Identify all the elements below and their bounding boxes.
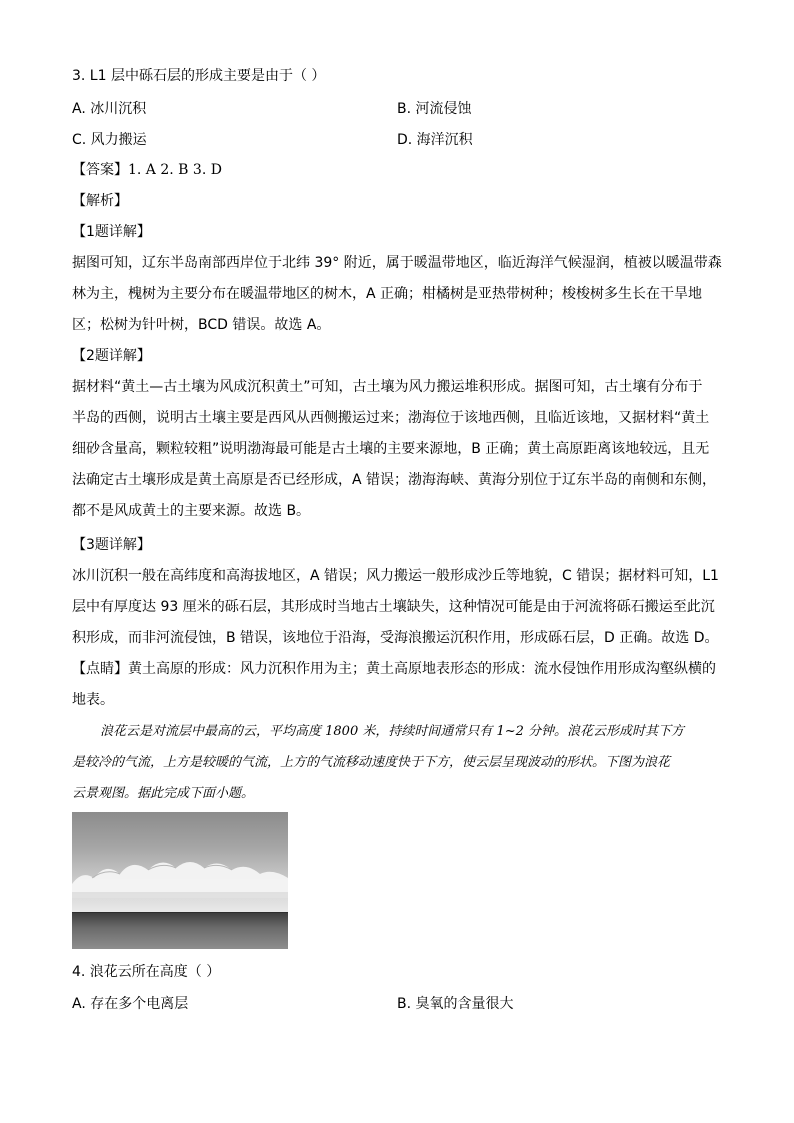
- tip-text-1: 黄土高原的形成：风力沉积作用为主；黄土高原地表形态的形成：流水侵蚀作用形成沟壑纵横的: [128, 661, 716, 677]
- answer-label: 【答案】: [72, 162, 128, 178]
- detail-2-label: 【2题详解】: [72, 348, 151, 364]
- analysis-label: 【解析】: [72, 193, 128, 209]
- material-line-2: 是较冷的气流，上方是较暖的气流，上方的气流移动速度快于下方，使云层呈现波动的形状。下图为浪花: [72, 755, 671, 770]
- wave-cloud-photo: [72, 812, 288, 949]
- material-line-1: 浪花云是对流层中最高的云，平均高度 1800 米，持续时间通常只有 1~2 分钟。浪花云形成时其下方: [100, 724, 685, 739]
- answer-text: 1. A 2. B 3. D: [128, 162, 222, 178]
- tip-line-1: [72, 659, 716, 679]
- detail-2-line-4: 法确定古土壤形成是黄土高原是否已经形成，A 错误；渤海海峡、黄海分别位于辽东半岛的南侧和东侧，: [72, 472, 717, 488]
- tip-label: 【点睛】: [72, 661, 128, 677]
- detail-2-line-5: 都不是风成黄土的主要来源。故选 B。: [72, 503, 311, 519]
- detail-1-line-1: 据图可知，辽东半岛南部西岸位于北纬 39° 附近，属于暖温带地区，临近海洋气候湿润，植被以暖温带森: [72, 255, 722, 271]
- question-3-stem: 3. L1 层中砾石层的形成主要是由于（ ）: [72, 68, 326, 84]
- question-4-stem: 4. 浪花云所在高度（ ）: [72, 964, 221, 980]
- detail-3-line-3: 积形成，而非河流侵蚀，B 错误，该地位于沿海，受海浪搬运沉积作用，形成砾石层，D 正确。故选 D。: [72, 630, 719, 646]
- question-3-option-b: B. 河流侵蚀: [397, 101, 472, 117]
- detail-2-line-2: 半岛的西侧，说明古土壤主要是西风从西侧搬运过来；渤海位于该地西侧，且临近该地，又据材料“黄土: [72, 410, 710, 426]
- detail-3-label: 【3题详解】: [72, 537, 151, 553]
- detail-1-line-2: 林为主，槐树为主要分布在暖温带地区的树木，A 正确；柑橘树是亚热带树种；梭梭树多生长在干旱地: [72, 286, 703, 302]
- question-3-option-a: A. 冰川沉积: [72, 101, 147, 117]
- detail-2-line-3: 细砂含量高，颗粒较粗”说明渤海最可能是古土壤的主要来源地，B 正确；黄土高原距离该地较远，且无: [72, 441, 710, 457]
- detail-1-label: 【1题详解】: [72, 224, 151, 240]
- question-4-option-a: A. 存在多个电离层: [72, 996, 189, 1012]
- question-4-option-b: B. 臭氧的含量很大: [397, 996, 514, 1012]
- detail-1-line-3: 区；松树为针叶树，BCD 错误。故选 A。: [72, 317, 331, 333]
- question-3-option-d: D. 海洋沉积: [397, 132, 473, 148]
- photo-sea: [72, 913, 288, 949]
- question-3-option-c: C. 风力搬运: [72, 132, 147, 148]
- detail-3-line-2: 层中有厚度达 93 厘米的砾石层，其形成时当地古土壤缺失，这种情况可能是由于河流将砾石搬运至此沉: [72, 599, 715, 615]
- detail-3-line-1: 冰川沉积一般在高纬度和高海拔地区，A 错误；风力搬运一般形成沙丘等地貌，C 错误；据材料可知，L1: [72, 568, 719, 584]
- answer-line: [72, 160, 222, 180]
- material-line-3: 云景观图。据此完成下面小题。: [72, 786, 255, 801]
- tip-line-2: 地表。: [72, 692, 114, 708]
- detail-2-line-1: 据材料“黄土—古土壤为风成沉积黄土”可知，古土壤为风力搬运堆积形成。据图可知，古土壤有分布于: [72, 379, 703, 395]
